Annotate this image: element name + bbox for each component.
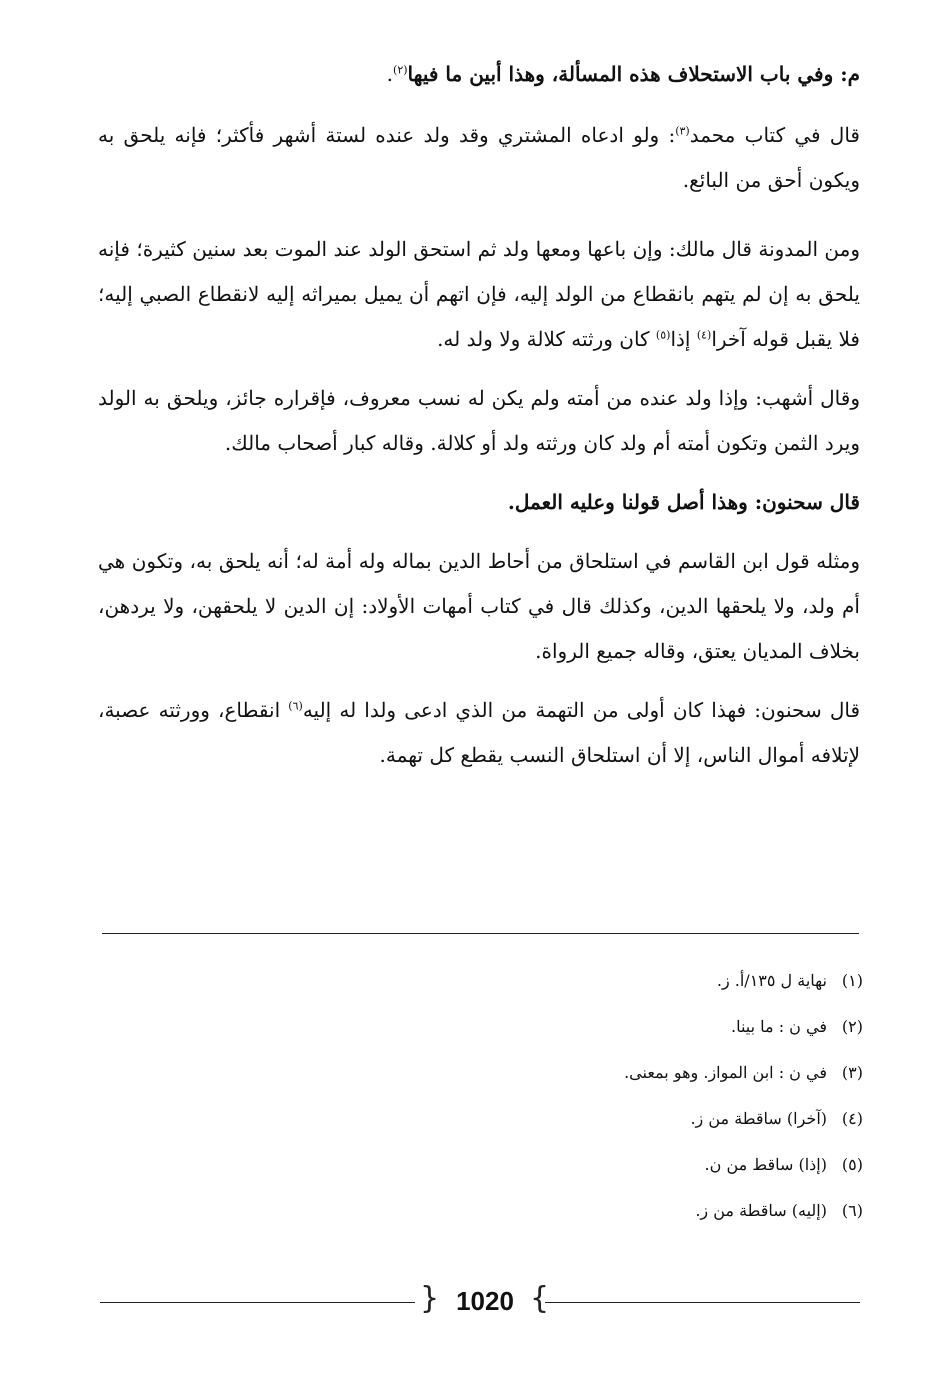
folio-rule-right [545, 1302, 860, 1303]
footnote-1 [200, 958, 863, 1004]
page-number: 1020 [456, 1286, 514, 1316]
footnote-text: في ن : ابن المواز. وهو بمعنى. [624, 1063, 827, 1082]
footnote-text: (آخرا) ساقطة من ز. [690, 1109, 827, 1128]
footnote-text: (إليه) ساقطة من ز. [695, 1201, 827, 1220]
paragraph-2-text: قال في كتاب محمد [689, 123, 860, 147]
paragraph-6 [98, 539, 860, 674]
paragraph-1-text: م: وفي باب الاستحلاف هذه المسألة، وهذا أبين ما فيها [407, 62, 860, 86]
footnote-number: (٢) [841, 1017, 863, 1036]
paragraph-5 [98, 480, 860, 525]
footnote-marker-2: (٢) [393, 63, 408, 77]
footnote-text: في ن : ما بينا. [731, 1017, 827, 1036]
paragraph-5-text: قال سحنون: وهذا أصل قولنا وعليه العمل. [507, 490, 860, 514]
folio-bracket-close: } [530, 1281, 550, 1316]
folio-bracket-open: { [420, 1281, 440, 1316]
main-text [98, 52, 860, 802]
footnote-4 [200, 1096, 863, 1142]
paragraph-3-mid: إذا [670, 327, 697, 351]
paragraph-2 [98, 113, 860, 203]
footnote-marker-4: (٤) [696, 328, 712, 342]
footnote-number: (٦) [841, 1201, 863, 1220]
folio-rule-left [100, 1302, 415, 1303]
footnote-text: نهاية ل ١٣٥/أ. ز. [716, 971, 827, 990]
footnote-2 [200, 1004, 863, 1050]
paragraph-1 [98, 52, 860, 97]
footnote-marker-6: (٦) [288, 699, 303, 713]
paragraph-6-text: ومثله قول ابن القاسم في استلحاق من أحاط الدين بماله وله أمة له؛ أنه يلحق به، وتكون هي أم ولد، ولا يلحقها الدين، وكذلك قال في كتاب أمهات الأولاد: إن الدين لا يلحقهن، ولا يردهن، بخلاف المديان يعتق، وقاله جميع الرواة. [98, 549, 860, 663]
paragraph-3-end: كان ورثته كلالة ولا ولد له. [437, 327, 656, 351]
footnote-marker-3: (٣) [675, 124, 690, 138]
footnotes [200, 958, 863, 1234]
paragraph-7-text: قال سحنون: فهذا كان أولى من التهمة من الذي ادعى ولدا له إليه [302, 698, 861, 722]
footnote-number: (٤) [841, 1109, 863, 1128]
footnote-number: (٥) [841, 1155, 863, 1174]
footnote-text: (إذا) ساقط من ن. [704, 1155, 827, 1174]
footnote-3 [200, 1050, 863, 1096]
footnote-5 [200, 1142, 863, 1188]
paragraph-4-text: وقال أشهب: وإذا ولد عنده من أمته ولم يكن له نسب معروف، فإقراره جائز، ويلحق به الولد ويرد الثمن وتكون أمته أم ولد كان ورثته ولد أو كلالة. وقاله كبار أصحاب مالك. [98, 386, 860, 455]
paragraph-1-end: . [386, 62, 394, 86]
paragraph-4 [98, 376, 860, 466]
paragraph-3 [98, 227, 860, 362]
paragraph-7 [98, 688, 860, 778]
paragraph-2-rest: : ولو ادعاه المشتري وقد ولد عنده لستة أشهر فأكثر؛ فإنه يلحق به ويكون أحق من البائع. [98, 123, 860, 192]
footnote-number: (١) [841, 971, 863, 990]
footnote-marker-5: (٥) [655, 328, 671, 342]
paragraph-7-rest: انقطاع، وورثته عصبة، لإتلافه أموال الناس، إلا أن استلحاق النسب يقطع كل تهمة. [98, 698, 860, 767]
footnote-separator [102, 933, 859, 934]
paragraph-3-text: ومن المدونة قال مالك: وإن باعها ومعها ولد ثم استحق الولد عند الموت بعد سنين كثيرة؛ فإنه يلحق به إن لم يتهم بانقطاع من الولد إليه، فإن اتهم أن يميل بميراثه إليه لانقطاع الصبي إليه؛ فلا يقبل قوله آخرا [98, 237, 860, 351]
page-folio [100, 1280, 860, 1324]
footnote-6 [200, 1188, 863, 1234]
footnote-number: (٣) [841, 1063, 863, 1082]
